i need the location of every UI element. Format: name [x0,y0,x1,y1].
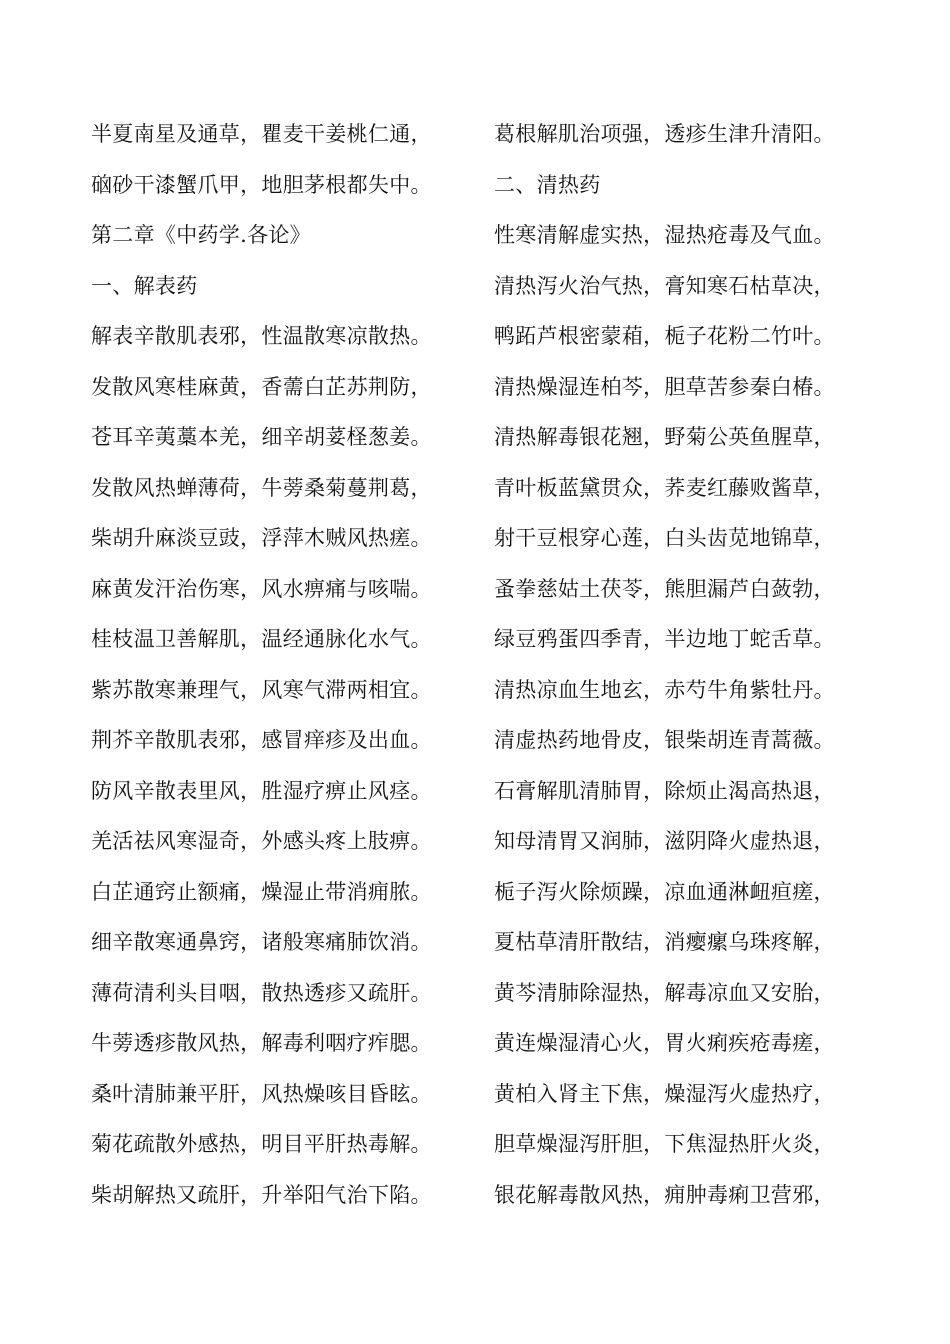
section-heading: 二、清热药 [494,172,601,197]
text-line: 葛根解肌治项强，透疹生津升清阳。 [494,122,835,146]
text-line: 桑叶清肺兼平肝，风热燥咳目昏眩。 [91,1081,432,1106]
text-line: 硇砂干漆蟹爪甲，地胆茅根都失中。 [91,172,432,197]
text-line: 发散风寒桂麻黄，香薷白芷苏荆防， [91,374,432,399]
section-heading: 一、解表药 [91,273,198,298]
text-line: 银花解毒散风热，痈肿毒痢卫营邪， [494,1182,835,1207]
text-line: 栀子泻火除烦躁，凉血通淋衄疸瘥， [494,879,835,904]
text-line: 清热燥湿连柏芩，胆草苦参秦白椿。 [494,374,835,399]
left-column [91,116,461,1227]
text-line: 青叶板蓝黛贯众，荞麦红藤败酱草， [494,475,835,500]
text-line: 石膏解肌清肺胃，除烦止渴高热退， [494,778,835,803]
text-line: 清热泻火治气热，膏知寒石枯草决， [494,273,835,298]
text-line: 防风辛散表里风，胜湿疗痹止风痉。 [91,778,432,803]
text-line: 蚤拳慈姑土茯苓，熊胆漏芦白蔹勃， [494,576,835,601]
text-line: 发散风热蝉薄荷，牛蒡桑菊蔓荆葛， [91,475,432,500]
right-column [494,116,864,1227]
text-line: 解表辛散肌表邪，性温散寒凉散热。 [91,324,432,348]
text-line: 黄连燥湿清心火，胃火痢疾疮毒瘥， [494,1031,835,1055]
text-line: 黄芩清肺除湿热，解毒凉血又安胎， [494,980,835,1005]
text-line: 白芷通窍止额痛，燥湿止带消痈脓。 [91,879,432,904]
text-line: 射干豆根穿心莲，白头齿苋地锦草， [494,526,835,550]
text-line: 半夏南星及通草，瞿麦干姜桃仁通， [91,122,432,146]
text-line: 紫苏散寒兼理气，风寒气滞两相宜。 [91,677,432,702]
text-line: 羌活祛风寒湿奇，外感头疼上肢痹。 [91,829,432,853]
text-line: 菊花疏散外感热，明目平肝热毒解。 [91,1132,432,1156]
text-line: 柴胡解热又疏肝，升举阳气治下陷。 [91,1182,432,1207]
text-line: 夏枯草清肝散结，消瘿瘰乌珠疼解， [494,930,835,954]
text-line: 黄柏入肾主下焦，燥湿泻火虚热疗， [494,1081,835,1106]
text-line: 绿豆鸦蛋四季青，半边地丁蛇舌草。 [494,627,835,651]
text-line: 细辛散寒通鼻窍，诸般寒痛肺饮消。 [91,930,432,954]
text-line: 苍耳辛荑藁本羌，细辛胡荽柽葱姜。 [91,425,432,449]
text-line: 桂枝温卫善解肌，温经通脉化水气。 [91,627,432,651]
text-line: 胆草燥湿泻肝胆，下焦湿热肝火炎， [494,1132,835,1156]
text-line: 知母清胃又润肺，滋阴降火虚热退， [494,829,835,853]
text-line: 牛蒡透疹散风热，解毒利咽疗痄腮。 [91,1031,432,1055]
text-line: 柴胡升麻淡豆豉，浮萍木贼风热瘥。 [91,526,432,550]
text-line: 荆芥辛散肌表邪，感冒痒疹及出血。 [91,728,432,752]
text-line: 性寒清解虚实热，湿热疮毒及气血。 [494,223,835,247]
text-line: 清热解毒银花翘，野菊公英鱼腥草， [494,425,835,449]
text-line: 薄荷清利头目咽，散热透疹又疏肝。 [91,980,432,1005]
text-line: 麻黄发汗治伤寒，风水痹痛与咳喘。 [91,576,432,601]
text-line: 清热凉血生地玄，赤芍牛角紫牡丹。 [494,677,835,702]
text-line: 鸭跖芦根密蒙葙，栀子花粉二竹叶。 [494,324,835,348]
chapter-heading: 第二章《中药学.各论》 [91,223,311,247]
text-line: 清虚热药地骨皮，银柴胡连青蒿薇。 [494,728,835,752]
